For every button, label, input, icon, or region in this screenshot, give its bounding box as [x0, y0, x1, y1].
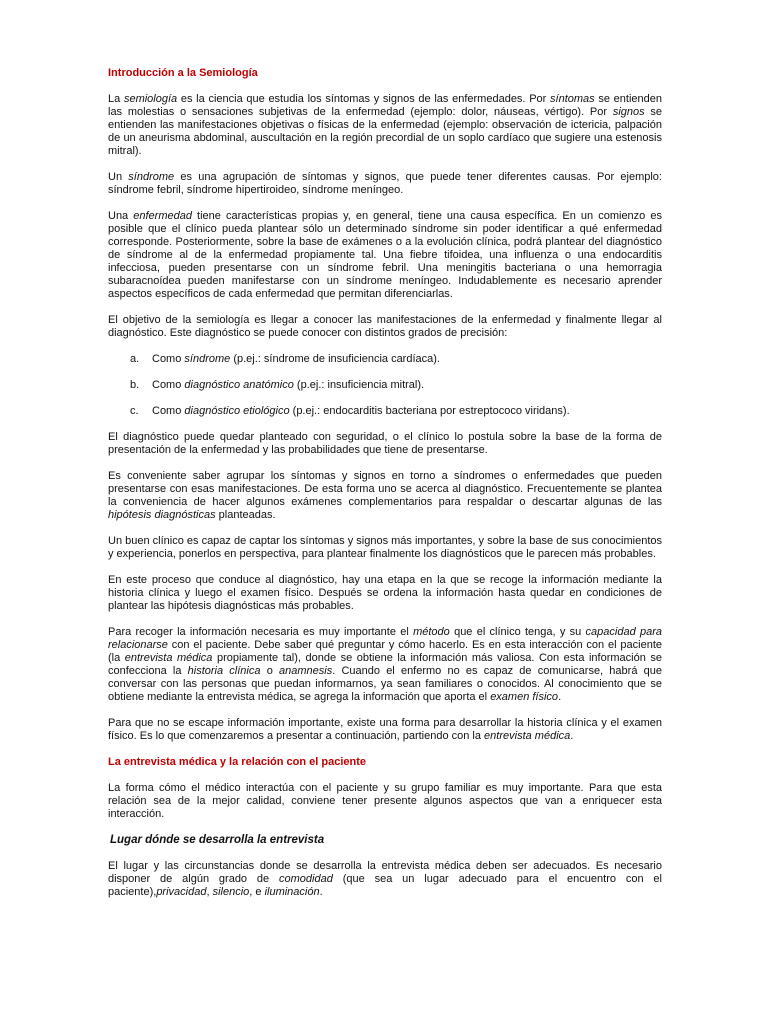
emphasis: síndrome [128, 171, 175, 183]
heading-lugar-entrevista: Lugar dónde se desarrolla la entrevista [110, 834, 325, 846]
paragraph-enfermedad [108, 210, 662, 301]
text: propiamente tal), donde se obtiene la información más valiosa. Con esta información se confecciona la [108, 652, 662, 677]
paragraph-interaccion: La forma cómo el médico interactúa con el paciente y su grupo familiar es muy importante. Para que esta relación sea de la mejor calidad, conviene tener presente algunos aspectos que van a enriquecer esta interacción. [108, 782, 662, 820]
emphasis: anamnesis [279, 665, 333, 677]
paragraph-recoger-informacion [108, 626, 662, 704]
text: (p.ej.: insuficiencia mitral). [293, 379, 425, 391]
emphasis: comodidad [279, 873, 333, 885]
heading-introduccion: Introducción a la Semiología [108, 67, 258, 79]
list-marker: b. [130, 379, 140, 391]
emphasis: síndrome [184, 353, 231, 365]
paragraph-buen-clinico: Un buen clínico es capaz de captar los síntomas y signos más importantes, y sobre la base de sus conocimientos y experiencia, ponerlos en perspectiva, para plantear finalmente los diagnósticos que le parecen más probables. [108, 535, 662, 560]
text: La [108, 93, 124, 105]
emphasis: entrevista médica [484, 730, 571, 742]
list-item [108, 379, 662, 392]
text: Como [152, 353, 185, 365]
text: Como [152, 405, 185, 417]
emphasis: privacidad [156, 886, 207, 898]
emphasis: enfermedad [133, 210, 192, 222]
emphasis: signos [612, 106, 645, 118]
emphasis: hipótesis diagnósticas [108, 509, 216, 521]
text: Un [108, 171, 129, 183]
diagnosis-precision-list [108, 353, 662, 418]
text: . Cuando el enfermo no es capaz de comunicarse, habrá que conversar con las personas que puedan informarnos, ya sean familiares o conocidos. Al conocimiento que se obtiene mediante la entrevista médica, se agrega la información que aporta el [108, 665, 662, 703]
text: Una [108, 210, 134, 222]
list-item [108, 405, 662, 418]
emphasis: método [413, 626, 450, 638]
text: planteadas. [215, 509, 276, 521]
text: es una agrupación de síntomas y signos, que puede tener diferentes causas. Por ejemplo: síndrome febril, síndrome hipertiroideo, síndrome meníngeo. [108, 171, 662, 196]
text: . [319, 886, 323, 898]
text: . [558, 691, 562, 703]
text: (que sea un lugar adecuado para el encuentro con el paciente), [108, 873, 662, 898]
text: , [206, 886, 213, 898]
emphasis: examen físico [490, 691, 559, 703]
list-item-text [152, 379, 424, 392]
paragraph-agrupar-sintomas [108, 470, 662, 522]
emphasis: iluminación [264, 886, 320, 898]
text: tiene características propias y, en general, tiene una causa específica. En un comienzo es posible que el clínico pueda plantear sólo un determinado síndrome sin poder identificar a qué enfermedad corresponde. Posteriormente, sobre la base de exámenes o a la evolución clínica, podrá plantear del diagnóstico de síndrome al de la enfermedad propiamente tal. Una fiebre tifoidea, una influenza o una endocarditis infecciosa, pueden presentarse con un síndrome febril. Una meningitis bacteriana o una hemorragia subaracnoídea pueden manifestarse con un síndrome meníngeo. Indudablemente es necesario aprender aspectos específicos de cada enfermedad que permitan diferenciarlas. [108, 210, 662, 300]
emphasis: síntomas [550, 93, 595, 105]
text: Para recoger la información necesaria es muy importante el [108, 626, 414, 638]
spacer [108, 392, 662, 405]
text: (p.ej.: síndrome de insuficiencia cardíaca). [230, 353, 440, 365]
emphasis: historia clínica [187, 665, 261, 677]
emphasis: silencio [212, 886, 250, 898]
text: (p.ej.: endocarditis bacteriana por estreptococo viridans). [289, 405, 570, 417]
text: se entienden las manifestaciones objetivas o físicas de la enfermedad (ejemplo: observación de ictericia, palpación de un aneurisma abdominal, auscultación en la región precordial de un soplo cardíaco que sugiere una estenosis mitral). [108, 106, 662, 157]
list-marker: a. [130, 353, 140, 365]
text: . [570, 730, 574, 742]
list-item-text [152, 405, 570, 418]
text: que el clínico tenga, y su [449, 626, 586, 638]
paragraph-diagnostico-seguridad: El diagnóstico puede quedar planteado con seguridad, o el clínico lo postula sobre la base de la forma de presentación de la enfermedad y las probabilidades que tiene de presentarse. [108, 431, 662, 456]
emphasis: semiología [123, 93, 178, 105]
paragraph-forma-desarrollar [108, 717, 662, 743]
text: con el paciente. Debe saber qué preguntar y cómo hacerlo. Es en esta interacción con el paciente (la [108, 639, 662, 664]
text: es la ciencia que estudia los síntomas y signos de las enfermedades. Por [177, 93, 551, 105]
spacer [108, 366, 662, 379]
text: , e [249, 886, 265, 898]
paragraph-lugar [108, 860, 662, 899]
heading-entrevista-medica: La entrevista médica y la relación con el paciente [108, 756, 367, 768]
emphasis: entrevista médica [124, 652, 213, 664]
list-item [108, 353, 662, 366]
list-marker: c. [130, 405, 139, 417]
text: Para que no se escape información importante, existe una forma para desarrollar la historia clínica y el examen físico. Es lo que comenzaremos a presentar a continuación, partiendo con la [108, 717, 662, 742]
text: El lugar y las circunstancias donde se desarrolla la entrevista médica deben ser adecuados. Es necesario disponer de algún grado de [108, 860, 662, 885]
text: Como [152, 379, 185, 391]
paragraph-objetivo: El objetivo de la semiología es llegar a conocer las manifestaciones de la enfermedad y finalmente llegar al diagnóstico. Este diagnóstico se puede conocer con distintos grados de precisión: [108, 314, 662, 339]
emphasis: diagnóstico anatómico [184, 379, 294, 391]
text: se entienden las molestias o sensaciones subjetivas de la enfermedad (ejemplo: dolor, náuseas, vértigo). Por [108, 93, 663, 118]
paragraph-semiologia [108, 93, 662, 158]
paragraph-proceso: En este proceso que conduce al diagnóstico, hay una etapa en la que se recoge la información mediante la historia clínica y luego el examen físico. Después se ordena la información hasta quedar en condiciones de plantear las hipótesis diagnósticas más probables. [108, 574, 662, 612]
text: Es conveniente saber agrupar los síntomas y signos en torno a síndromes o enfermedades que pueden presentarse con esas manifestaciones. De esta forma uno se acerca al diagnóstico. Frecuentemente se plantea la conveniencia de hacer algunos exámenes complementarios para respaldar o descartar algunas de las [108, 470, 662, 508]
text: o [260, 665, 280, 677]
list-item-text [152, 353, 440, 366]
paragraph-sindrome [108, 171, 662, 197]
emphasis: capacidad para relacionarse [108, 626, 662, 651]
emphasis: diagnóstico etiológico [184, 405, 290, 417]
